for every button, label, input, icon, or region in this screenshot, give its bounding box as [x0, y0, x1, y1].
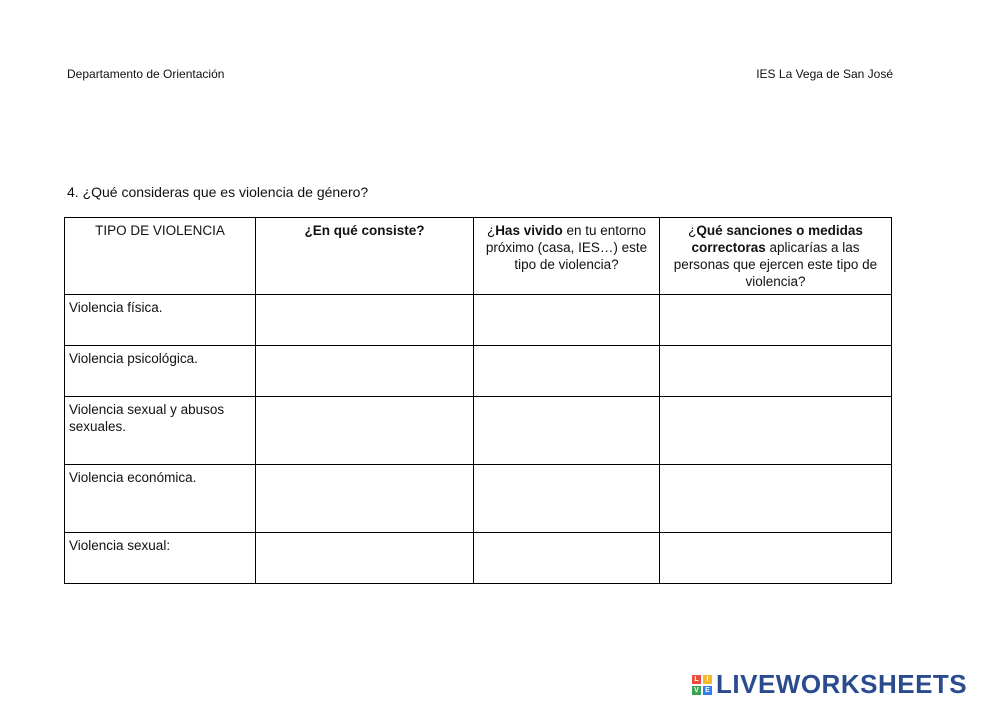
- answer-cell[interactable]: [660, 465, 892, 533]
- answer-cell[interactable]: [660, 346, 892, 397]
- row-label-psicologica: Violencia psicológica.: [65, 346, 256, 397]
- row-label-sexual-abusos: Violencia sexual y abusos sexuales.: [65, 397, 256, 465]
- answer-cell[interactable]: [256, 346, 474, 397]
- violence-table: [64, 217, 892, 584]
- header-has-vivido: ¿Has vivido en tu entorno próximo (casa, IES…) este tipo de violencia?: [474, 218, 660, 295]
- answer-cell[interactable]: [256, 533, 474, 584]
- logo-text: LIVEWORKSHEETS: [716, 669, 968, 699]
- answer-cell[interactable]: [256, 397, 474, 465]
- logo-tile: L: [692, 675, 701, 684]
- answer-cell[interactable]: [474, 397, 660, 465]
- answer-cell[interactable]: [660, 397, 892, 465]
- question-title: 4. ¿Qué consideras que es violencia de género?: [67, 184, 369, 200]
- answer-cell[interactable]: [660, 295, 892, 346]
- school-label: IES La Vega de San José: [756, 67, 893, 81]
- table-row: [65, 295, 892, 346]
- answer-cell[interactable]: [256, 295, 474, 346]
- department-label: Departamento de Orientación: [67, 67, 225, 81]
- table-header-row: [65, 218, 892, 295]
- logo-tile: E: [703, 686, 712, 695]
- liveworksheets-logo: [692, 669, 967, 700]
- answer-cell[interactable]: [474, 533, 660, 584]
- answer-cell[interactable]: [256, 465, 474, 533]
- table-row: [65, 397, 892, 465]
- header-tipo: TIPO DE VIOLENCIA: [65, 218, 256, 295]
- header-consiste: ¿En qué consiste?: [256, 218, 474, 295]
- logo-tiles-icon: [692, 675, 712, 695]
- answer-cell[interactable]: [660, 533, 892, 584]
- row-label-sexual: Violencia sexual:: [65, 533, 256, 584]
- table-row: [65, 465, 892, 533]
- logo-tile: V: [692, 686, 701, 695]
- header-sanciones: ¿Qué sanciones o medidas correctoras aplicarías a las personas que ejercen este tipo de violencia?: [660, 218, 892, 295]
- table-row: [65, 346, 892, 397]
- answer-cell[interactable]: [474, 465, 660, 533]
- table-row: [65, 533, 892, 584]
- answer-cell[interactable]: [474, 295, 660, 346]
- logo-tile: I: [703, 675, 712, 684]
- row-label-economica: Violencia económica.: [65, 465, 256, 533]
- row-label-fisica: Violencia física.: [65, 295, 256, 346]
- answer-cell[interactable]: [474, 346, 660, 397]
